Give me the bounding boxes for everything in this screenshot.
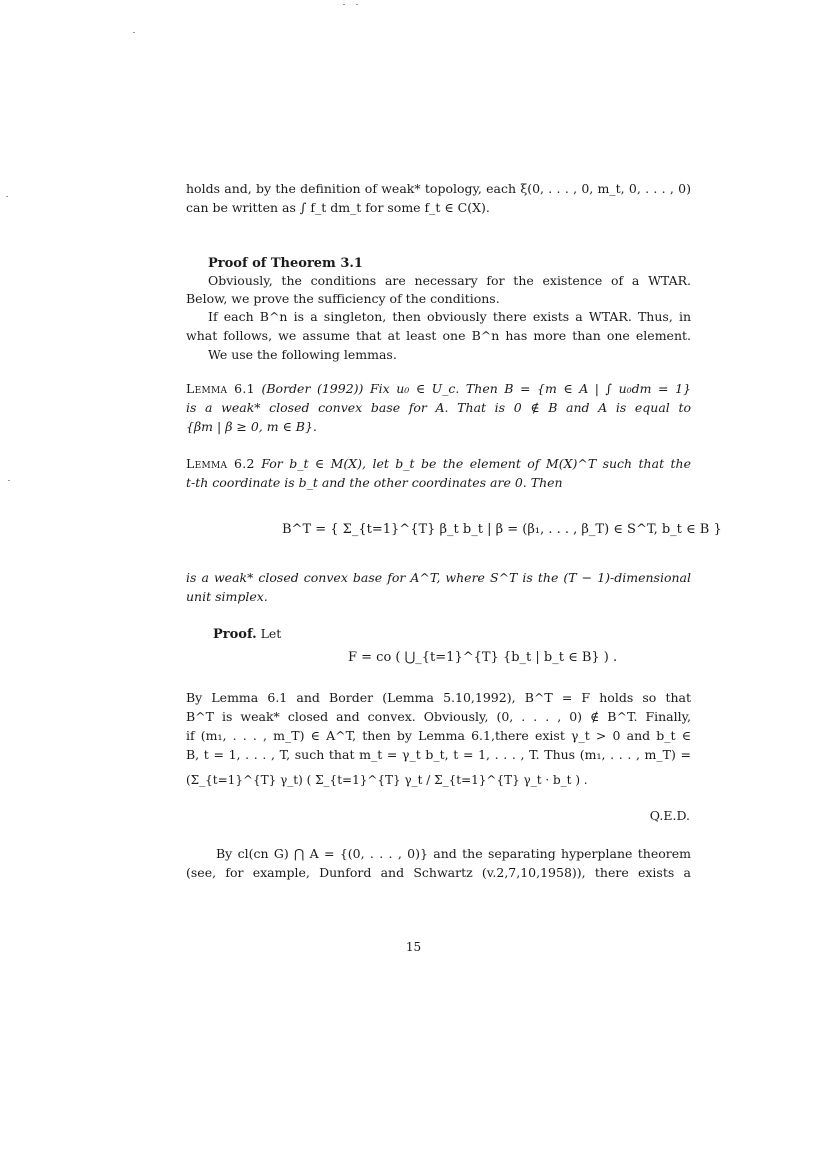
- proof-lead-text: Let: [260, 626, 282, 641]
- proof-label: Proof.: [213, 627, 257, 642]
- page-number: 15: [405, 940, 422, 954]
- body-text-line: (Σ_{t=1}^{T} γ_t) ( Σ_{t=1}^{T} γ_t / Σ_{t=1}^{T} γ_t · b_t ) .: [186, 773, 588, 787]
- scan-speck: [133, 32, 135, 33]
- body-text-line: what follows, we assume that at least one B^n has more than one element.: [186, 328, 691, 343]
- scan-speck: [8, 480, 10, 481]
- body-text-line: We use the following lemmas.: [208, 347, 397, 362]
- body-text-line: Below, we prove the sufficiency of the conditions.: [186, 291, 500, 306]
- lemma-6-2-line: [186, 455, 691, 472]
- lemma-6-1-line: {βm | β ≥ 0, m ∈ B}.: [186, 419, 317, 434]
- body-text-line: B, t = 1, . . . , T, such that m_t = γ_t b_t, t = 1, . . . , T. Thus (m₁, . . . , m_T) =: [186, 747, 691, 762]
- lemma-text: (Border (1992)) Fix u₀ ∈ U_c. Then B = {m ∈ A | ∫ u₀dm = 1}: [261, 381, 691, 396]
- qed-mark: Q.E.D.: [649, 808, 690, 823]
- lemma-6-2-line: unit simplex.: [186, 589, 268, 604]
- lemma-label: Lemma 6.2: [186, 456, 255, 471]
- body-text-line: holds and, by the definition of weak* topology, each ξ(0, . . . , 0, m_t, 0, . . . , 0): [186, 181, 691, 196]
- display-equation-BT: B^T = { Σ_{t=1}^{T} β_t b_t | β = (β₁, . . . , β_T) ∈ S^T, b_t ∈ B }: [282, 522, 722, 537]
- scan-speck: [6, 196, 8, 197]
- proof-lead-line: [213, 625, 513, 643]
- body-text-line: If each B^n is a singleton, then obviously there exists a WTAR. Thus, in: [208, 309, 691, 324]
- body-text-line: Obviously, the conditions are necessary for the existence of a WTAR.: [208, 273, 691, 288]
- lemma-6-1-line: is a weak* closed convex base for A. That is 0 ∉ B and A is equal to: [186, 400, 691, 415]
- display-equation-F: F = co ( ⋃_{t=1}^{T} {b_t | b_t ∈ B} ) .: [348, 650, 618, 665]
- scan-speck: [343, 4, 345, 5]
- lemma-6-2-line: is a weak* closed convex base for A^T, where S^T is the (T − 1)-dimensional: [186, 570, 691, 585]
- lemma-label: Lemma 6.1: [186, 381, 255, 396]
- body-text-line: By Lemma 6.1 and Border (Lemma 5.10,1992), B^T = F holds so that: [186, 690, 691, 705]
- body-text-line: if (m₁, . . . , m_T) ∈ A^T, then by Lemma 6.1,there exist γ_t > 0 and b_t ∈: [186, 728, 691, 743]
- scan-speck: [356, 4, 358, 5]
- body-text-line: can be written as ∫ f_t dm_t for some f_t ∈ C(X).: [186, 200, 490, 215]
- body-text-line: By cl(cn G) ⋂ A = {(0, . . . , 0)} and the separating hyperplane theorem: [216, 846, 691, 861]
- body-text-line: (see, for example, Dunford and Schwartz (v.2,7,10,1958)), there exists a: [186, 865, 691, 880]
- section-heading: Proof of Theorem 3.1: [208, 256, 363, 271]
- body-text-line: B^T is weak* closed and convex. Obviously, (0, . . . , 0) ∉ B^T. Finally,: [186, 709, 691, 724]
- lemma-6-1-line: [186, 380, 691, 397]
- lemma-6-2-line: t-th coordinate is b_t and the other coordinates are 0. Then: [186, 475, 563, 490]
- lemma-text: For b_t ∈ M(X), let b_t be the element of M(X)^T such that the: [261, 456, 691, 471]
